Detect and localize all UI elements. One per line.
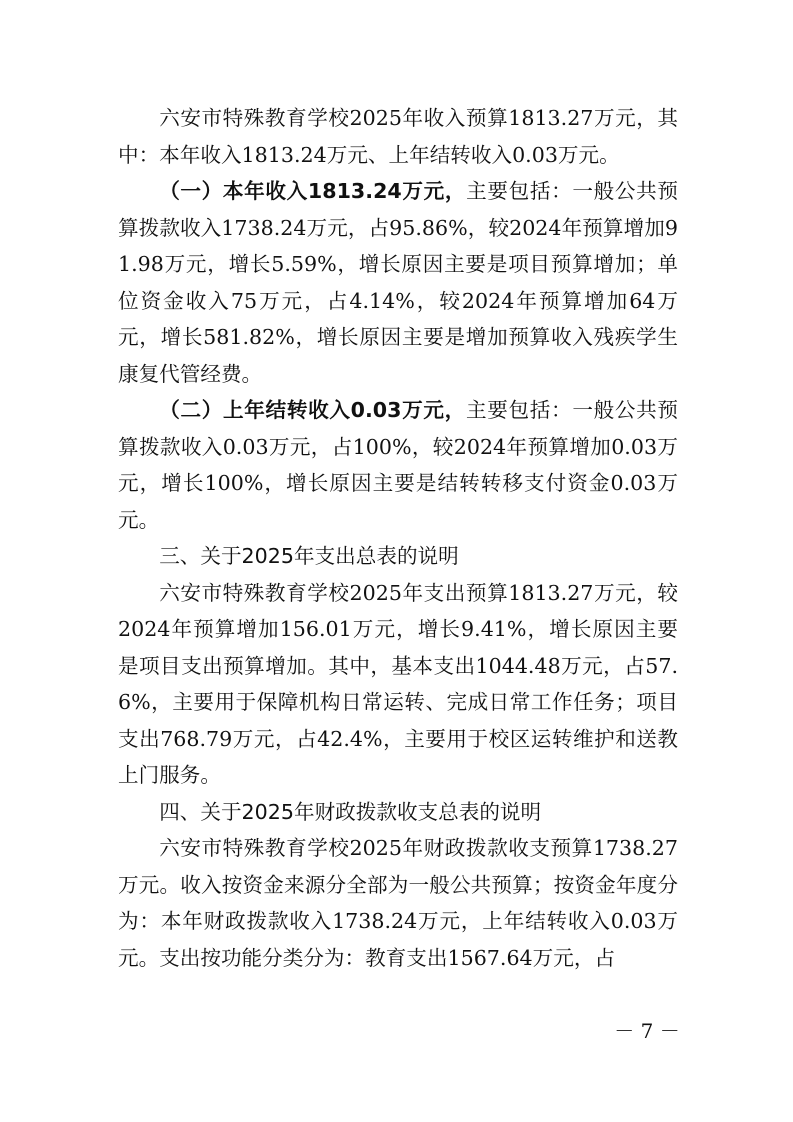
section-label-current-year-income: （一）本年收入1813.24万元， xyxy=(159,179,467,203)
paragraph-fiscal-appropriation-summary: 六安市特殊教育学校2025年财政拨款收支预算1738.27万元。收入按资金来源分全部为一般公共预算；按资金年度分为：本年财政拨款收入1738.24万元，上年结转收入0.03万元。支出按功能分类分为：教育支出1567.64万元，占 xyxy=(118,836,678,970)
paragraph-current-year-income xyxy=(118,173,678,392)
section-label-carryover-income: （二）上年结转收入0.03万元， xyxy=(159,398,466,422)
heading-expenditure-summary: 三、关于2025年支出总表的说明 xyxy=(159,544,459,568)
paragraph-carryover-income xyxy=(118,392,678,538)
current-year-income-text: 主要包括：一般公共预算拨款收入1738.24万元，占95.86%，较2024年预算增加91.98万元，增长5.59%，增长原因主要是项目预算增加；单位资金收入75万元，占4.14%，较2024年预算增加64万元，增长581.82%，增长原因主要是增加预算收入残疾学生康复代管经费。 xyxy=(118,179,678,386)
paragraph-expenditure-summary: 六安市特殊教育学校2025年支出预算1813.27万元，较2024年预算增加156.01万元，增长9.41%，增长原因主要是项目支出预算增加。其中，基本支出1044.48万元，占57.6%，主要用于保障机构日常运转、完成日常工作任务；项目支出768.79万元，占42.4%，主要用于校区运转维护和送教上门服务。 xyxy=(118,580,678,787)
heading-fiscal-appropriation-summary: 四、关于2025年财政拨款收支总表的说明 xyxy=(159,799,542,824)
carryover-income-text: 主要包括：一般公共预算拨款收入0.03万元，占100%，较2024年预算增加0.03万元，增长100%，增长原因主要是结转转移支付资金0.03万元。 xyxy=(118,398,679,532)
page-number: － 7 － xyxy=(614,1019,680,1043)
document-body xyxy=(118,100,678,976)
paragraph-income-budget: 六安市特殊教育学校2025年收入预算1813.27万元，其中：本年收入1813.24万元、上年结转收入0.03万元。 xyxy=(118,106,678,167)
